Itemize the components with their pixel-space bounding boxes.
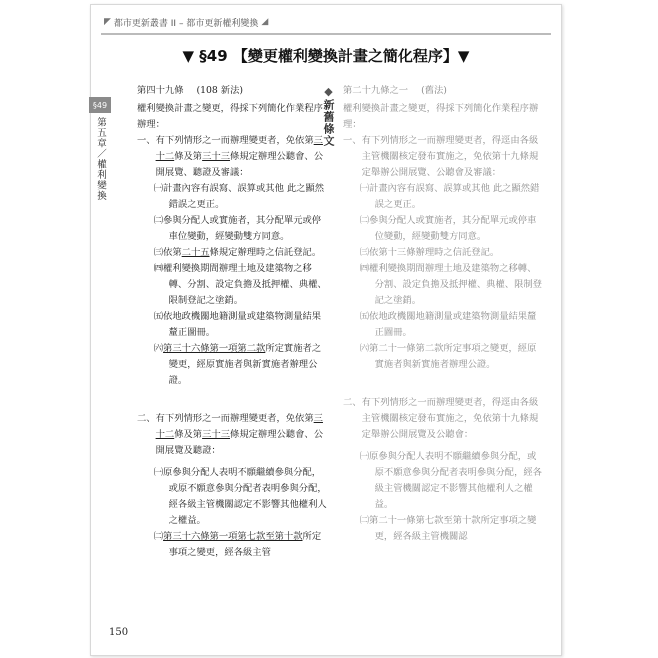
new-article-note: (108 新法) — [196, 85, 244, 96]
section-title: ▼ §49 【變更權利變換計畫之簡化程序】▼ — [182, 47, 470, 65]
old-article-heading — [343, 83, 543, 99]
old-item-1-sub-3: ㈢依第十三條辦理時之信託登記。 — [359, 247, 500, 258]
old-article-note: (舊法) — [421, 85, 447, 96]
new-item-1-sub-4: ㈣權利變換期間辦理土地及建築物之移轉、分割、設定負擔及抵押權、典權、限制登記之塗銷。 — [153, 263, 327, 306]
new-item-2: 二、有下列情形之一而辦理變更者，免依第三十二條及第三十三條規定辦理公聽會、公開展覽及聽證： — [137, 413, 323, 456]
old-article-intro: 權利變換計畫之變更，得採下列簡化作業程序辦理： — [343, 103, 539, 130]
new-item-1-sub-6: ㈥第三十六條第一項第二款所定實施者之變更，經原實施者與新實施者辦理公證。 — [153, 343, 322, 386]
old-item-1-sub-4: ㈣權利變換期間辦理土地及建築物之移轉、分割、設定負擔及抵押權、典權、限制登記之塗銷。 — [359, 263, 542, 306]
new-article-heading — [137, 83, 327, 99]
new-item-1: 一、有下列情形之一而辦理變更者，免依第三十二條及第三十三條規定辦理公聽會、公開展覽、聽證及審議： — [137, 135, 323, 178]
new-item-2-sub-2: ㈡第三十六條第一項第七款至第十款所定事項之變更，經各級主管 — [153, 531, 322, 558]
old-item-2: 二、有下列情形之一而辦理變更者，得逕由各級主管機關核定發布實施之，免依第十九條規定舉辦公開展覽及公聽會： — [343, 397, 539, 440]
old-item-1-sub-2: ㈡參與分配人或實施者，其分配單元或停車位變動，經變動雙方同意。 — [359, 215, 537, 242]
diamond-icon: ◆ — [322, 85, 335, 99]
old-item-2-sub-1: ㈠原參與分配人表明不願繼續參與分配，或原不願意參與分配者表明參與分配，經各級主管機關認定不影響其他權利人之權益。 — [359, 451, 542, 510]
old-item-1-sub-5: ㈤依地政機關地籍測量或建築物測量結果釐正圖冊。 — [359, 311, 537, 338]
header-series-title: 都市更新叢書 II – 都市更新權利變換 — [113, 18, 259, 29]
header-triangle-left-icon: ◤ — [104, 17, 111, 27]
new-item-1-sub-2: ㈡參與分配人或實施者，其分配單元或停車位變動，經變動雙方同意。 — [153, 215, 322, 242]
old-article-number: 第二十九條之一 — [343, 85, 409, 96]
new-item-1-sub-5: ㈤依地政機關地籍測量或建築物測量結果釐正圖冊。 — [153, 311, 322, 338]
old-item-1: 一、有下列情形之一而辦理變更者，得逕由各級主管機關核定發布實施之，免依第十九條規定舉辦公開展覽、公聽會及審議： — [343, 135, 539, 178]
section-tab: §49 — [89, 97, 111, 113]
old-item-1-sub-1: ㈠計畫內容有誤寫、誤算或其他 此之顯然錯誤之更正。 — [359, 183, 540, 210]
old-item-1-sub-6: ㈥第二十一條第二款所定事項之變更，經原實施者與新實施者辦理公證。 — [359, 343, 537, 370]
new-item-1-sub-1: ㈠計畫內容有誤寫、誤算或其他 此之顯然錯誤之更正。 — [153, 183, 325, 210]
new-item-2-sub-1: ㈠原參與分配人表明不願繼續參與分配，或原不願意參與分配者表明參與分配，經各級主管機關認定不影響其他權利人之權益。 — [153, 467, 327, 526]
book-page — [90, 4, 562, 656]
new-law-column — [137, 83, 327, 561]
old-law-column — [343, 83, 543, 545]
new-article-number: 第四十九條 — [137, 85, 184, 96]
page-number: 150 — [109, 627, 129, 638]
chapter-label: 第五章／權利變換 — [95, 117, 106, 201]
header-rule — [101, 33, 551, 35]
running-header — [101, 9, 551, 35]
old-item-2-sub-2: ㈡第二十一條第七款至第十款所定事項之變更，經各級主管機關認 — [359, 515, 537, 542]
new-article-intro: 權利變換計畫之變更，得採下列簡化作業程序辦理： — [137, 103, 323, 130]
new-item-1-sub-3: ㈢依第二十五條規定辦理時之信託登記。 — [153, 247, 322, 258]
comparison-label-text: 新舊條文 — [322, 99, 335, 147]
header-triangle-right-icon: ◢ — [261, 17, 269, 27]
